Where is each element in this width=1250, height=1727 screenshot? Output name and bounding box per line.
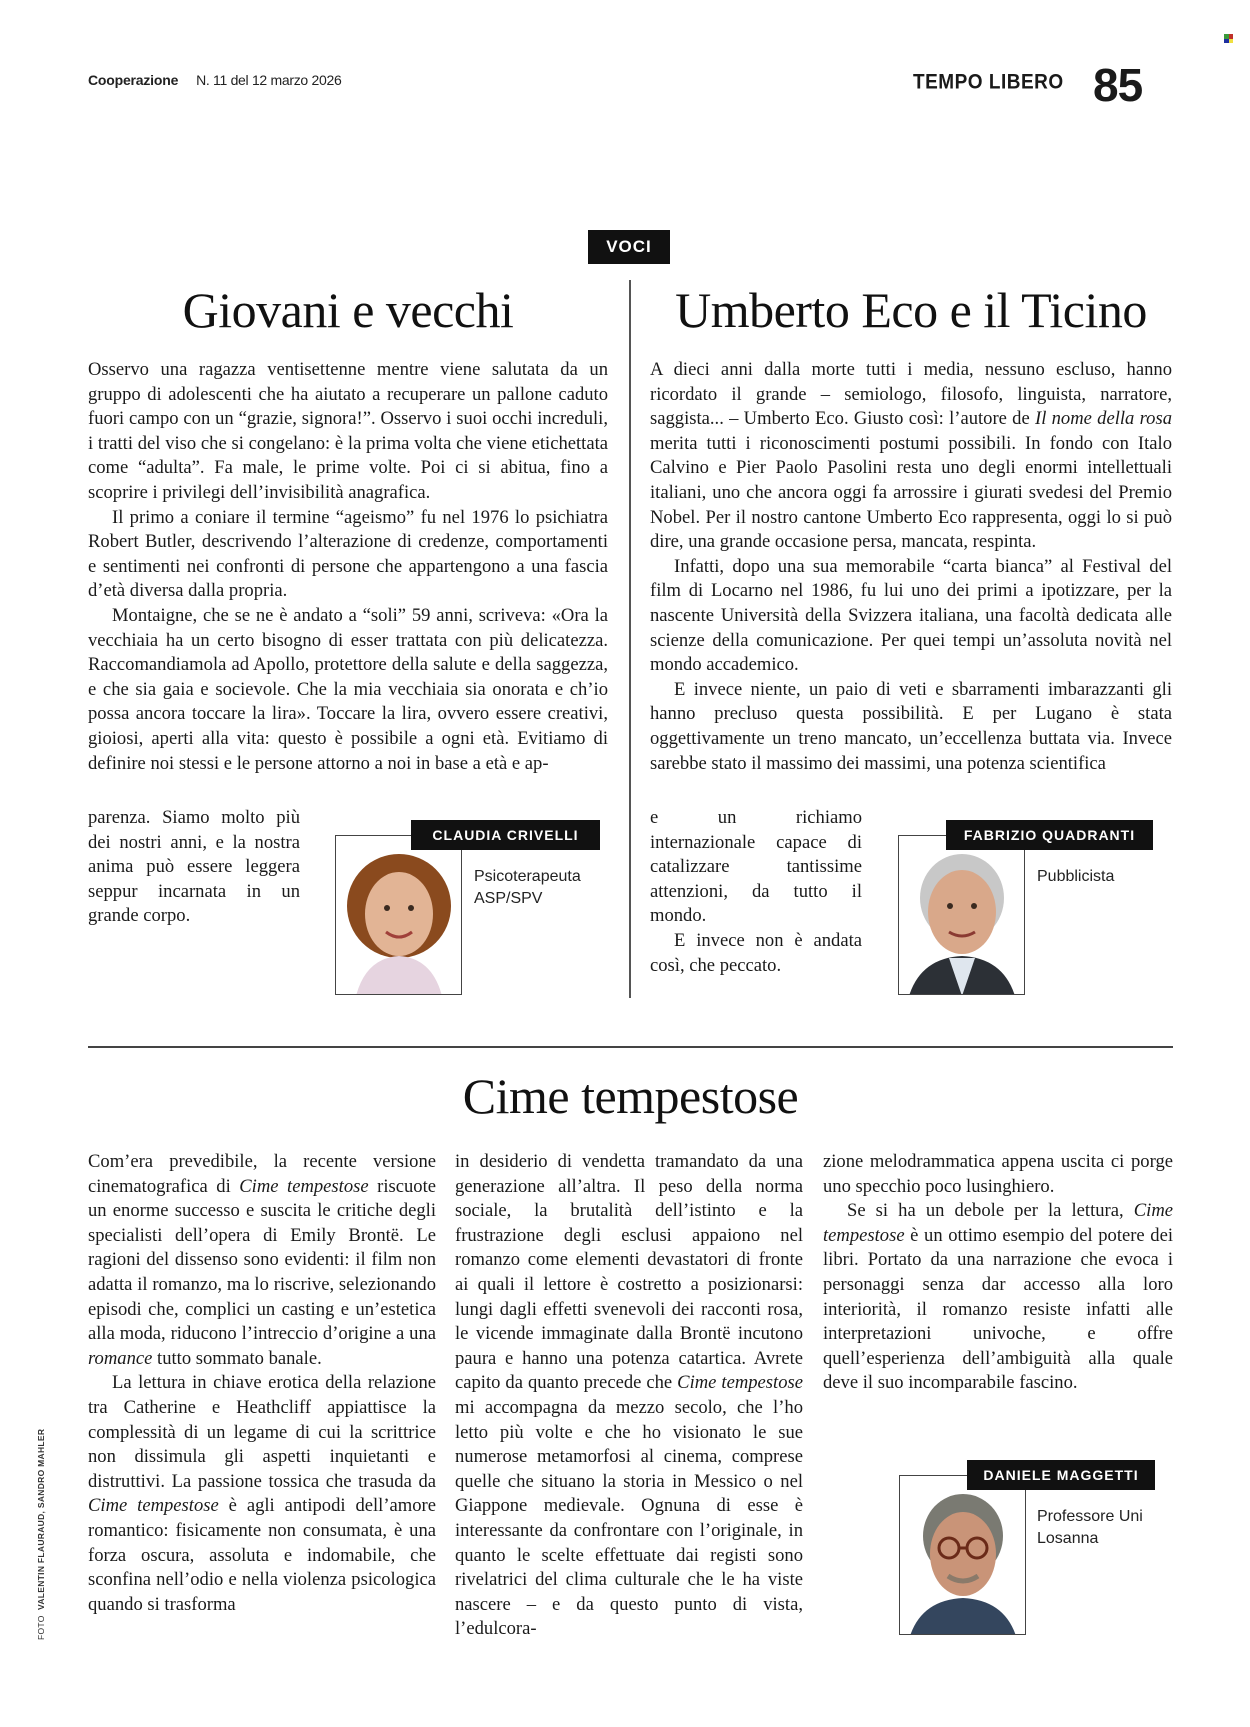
section-rule <box>88 1046 1173 1048</box>
article-body-eco <box>650 358 1172 776</box>
paragraph: zione melodrammatica appena uscita ci porge uno specchio poco lusinghiero. <box>823 1151 1173 1197</box>
paragraph: A dieci anni dalla morte tutti i media, nessuno escluso, hanno ricordato il grande – semiologo, filosofo, linguista, narratore, saggista... – Umberto Eco. Giusto così: l’autore de Il nome della rosa merita tutti i riconoscimenti postumi possibili. In fondo con Italo Calvino e Pier Paolo Pasolini resta uno degli enormi intellettuali italiani, uno che ancora oggi fa arrossire i giurati svedesi del Premio Nobel. Per il nostro cantone Umberto Eco rappresenta, oggi lo si può dire, una grande occasione persa, mancata, respinta. <box>650 359 1172 553</box>
print-color-marker-icon <box>1224 34 1233 43</box>
author-photo <box>899 1475 1026 1635</box>
article-body-giovani <box>88 358 608 776</box>
author-role: Professore Uni Losanna <box>1037 1508 1143 1547</box>
article-body-cime-col2 <box>455 1150 803 1642</box>
article-body-cime-col3 <box>823 1150 1173 1396</box>
paragraph: Osservo una ragazza ventisettenne mentre viene salutata da un gruppo di adolescenti che ha aiutato a recuperare un pallone caduto fuori campo con un “grazie, signora!”. Osservo i suoi occhi increduli, i tratti del viso che si congelano: è la prima volta che viene etichettata come “adulta”. Fa male, le prime volte. Poi ci si abitua, fino a scoprire i privilegi dell’invisibilità anagrafica. <box>88 359 608 503</box>
portrait-woman-icon <box>336 836 462 995</box>
paragraph: parenza. Siamo molto più dei nostri anni, e la nostra anima può essere leggera seppur incarnata in un grande corpo. <box>88 807 300 927</box>
paragraph: Se si ha un debole per la lettura, Cime tempestose è un ottimo esempio del potere dei libri. Portato da una narrazione che evoca i personaggi senza dar accesso alla loro interiorità, il romanzo resiste infatti alle interpretazioni univoche, e offre quell’esperienza dell’ambiguità alla quale deve il suo incomparabile fascino. <box>823 1200 1173 1394</box>
article-title-giovani: Giovani e vecchi <box>182 282 514 338</box>
author-role: Pubblicista <box>1037 868 1115 885</box>
article-tail-giovani <box>88 806 300 929</box>
paragraph: Com’era prevedibile, la recente versione cinematografica di Cime tempestose riscuote un enorme successo e suscita le critiche degli specialisti dell’opera di Emily Brontë. Le ragioni del dissenso sono evidenti: il film non adatta il romanzo, ma lo riscrive, selezionando episodi che, complici un casting e un’estetica alla moda, riducono l’intreccio d’origine a una romance tutto sommato banale. <box>88 1151 437 1369</box>
author-name: CLAUDIA CRIVELLI <box>411 820 600 850</box>
article-title-eco: Umberto Eco e il Ticino <box>675 282 1147 338</box>
paragraph: E invece niente, un paio di veti e sbarramenti imbarazzanti gli hanno precluso questa possibilità. E per Lugano è stata oggettivamente un treno mancato, un’eccellenza buttata via. Invece sarebbe stato il massimo dei massimi, una potenza scientifica <box>650 678 1172 774</box>
paragraph: La lettura in chiave erotica della relazione tra Catherine e Heathcliff appiattisce la complessità di un legame di cui la scrittrice non dissimula gli aspetti inquietanti e distruttivi. La passione tossica che trasuda da Cime tempestose è agli antipodi dell’amore romantico: fisicamente non consumata, è una forza oscura, assoluta e indomabile, che sconfina nell’odio e nella violenza psicologica quando si trasforma <box>88 1372 436 1615</box>
masthead <box>88 72 341 88</box>
paragraph: in desiderio di vendetta tramandato da una generazione all’altra. Il peso della norma sociale, la brutalità dell’istinto e la frustrazione degli esclusi appaiono nel romanzo come elementi devastatori di fronte ai quali il lettore è costretto a posizionarsi: lungi dagli effetti svenevoli dei racconti rosa, le vicende immaginate dalla Brontë incutono paura e hanno una potenza catartica. Avrete capito da quanto precede che Cime tempestose mi accompagna da mezzo secolo, che l’ho letto più volte e che ho visionato le sue numerose metamorfosi al cinema, comprese quelle che situano la storia in Messico o nel Giappone medievale. Ognuna di esse è interessante da confrontare con l’originale, in quanto le scelte effettuate dai registi sono rivelatrici del clima culturale che le ha viste nascere – e da questo punto di vista, l’edulcora- <box>455 1151 803 1640</box>
photo-credit: FOTO VALENTIN FLAURAUD, SANDRO MAHLER <box>36 1428 46 1640</box>
author-role: Psicoterapeuta ASP/SPV <box>474 868 581 907</box>
page-number: 85 <box>1093 59 1143 111</box>
author-name: FABRIZIO QUADRANTI <box>946 820 1153 850</box>
author-photo <box>335 835 462 995</box>
paragraph: Montaigne, che se ne è andato a “soli” 59 anni, scriveva: «Ora la vecchiaia ha un certo bisogno di esser trattata con più delicatezza. Raccomandiamola ad Apollo, protettore della salute e della saggezza, e che sia gaia e socievole. Che la mia vecchiaia sia onorata e ch’io possa ancora toccare la lira». Toccare la lira, ovvero essere creativi, gioiosi, aperti alla vita: questo è possibile a ogni età. Evitiamo di definire noi stessi e le persone attorno a noi in base a età e ap- <box>88 604 608 774</box>
portrait-man-icon <box>899 836 1025 995</box>
issue-date: N. 11 del 12 marzo 2026 <box>196 72 342 88</box>
portrait-man-glasses-icon <box>900 1476 1026 1635</box>
section-label: TEMPO LIBERO <box>913 70 1064 94</box>
author-photo <box>898 835 1025 995</box>
publication-name: Cooperazione <box>88 72 179 88</box>
paragraph: Infatti, dopo una sua memorabile “carta bianca” al Festival del film di Locarno nel 1986, fu lui uno dei primi a ipotizzare, per la nascente Università della Svizzera italiana, una facoltà dedicata alle scienze della comunicazione. Per quei tempi un’assoluta novità nel mondo accademico. <box>650 555 1172 676</box>
voci-section-tag: VOCI <box>588 230 670 264</box>
author-name: DANIELE MAGGETTI <box>967 1460 1155 1490</box>
paragraph: E invece non è andata così, che peccato. <box>650 929 862 976</box>
paragraph: e un richiamo internazionale capace di catalizzare tantissime attenzioni, da tutto il mondo. <box>650 807 862 927</box>
article-body-cime-col1 <box>88 1150 436 1617</box>
column-divider <box>629 280 631 998</box>
paragraph: Il primo a coniare il termine “ageismo” fu nel 1976 lo psichiatra Robert Butler, descrivendo l’alterazione di credenze, comportamenti e sentimenti nei confronti di persone che appartengono a una fascia d’età diversa dalla propria. <box>88 506 608 602</box>
article-tail-eco <box>650 806 862 978</box>
article-title-cime: Cime tempestose <box>462 1068 799 1124</box>
